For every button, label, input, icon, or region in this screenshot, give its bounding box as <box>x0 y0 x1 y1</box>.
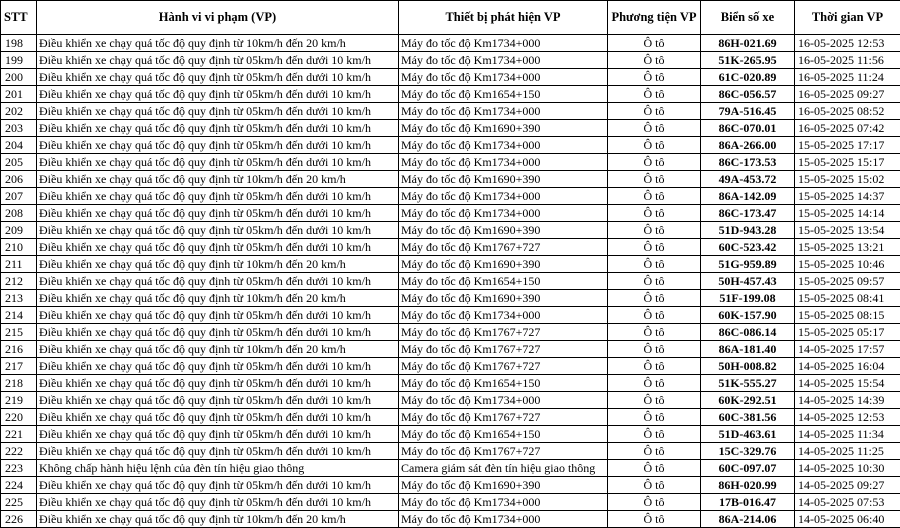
cell-device: Máy đo tốc độ Km1734+000 <box>399 494 608 511</box>
cell-time: 16-05-2025 12:53 <box>795 35 900 52</box>
cell-vehicle: Ô tô <box>608 35 701 52</box>
cell-stt: 211 <box>1 256 37 273</box>
cell-time: 14-05-2025 11:25 <box>795 443 900 460</box>
cell-time: 14-05-2025 16:04 <box>795 358 900 375</box>
cell-stt: 222 <box>1 443 37 460</box>
cell-vehicle: Ô tô <box>608 137 701 154</box>
cell-device: Máy đo tốc độ Km1690+390 <box>399 290 608 307</box>
cell-time: 15-05-2025 15:02 <box>795 171 900 188</box>
table-row <box>1 494 900 511</box>
cell-time: 16-05-2025 08:52 <box>795 103 900 120</box>
cell-time: 15-05-2025 13:21 <box>795 239 900 256</box>
cell-device: Máy đo tốc độ Km1654+150 <box>399 86 608 103</box>
cell-device: Máy đo tốc độ Km1690+390 <box>399 222 608 239</box>
cell-plate: 51G-959.89 <box>701 256 795 273</box>
table-row <box>1 375 900 392</box>
cell-plate: 86C-173.53 <box>701 154 795 171</box>
cell-vehicle: Ô tô <box>608 205 701 222</box>
table-row <box>1 120 900 137</box>
cell-vehicle: Ô tô <box>608 222 701 239</box>
cell-plate: 50H-457.43 <box>701 273 795 290</box>
cell-stt: 217 <box>1 358 37 375</box>
cell-device: Máy đo tốc độ Km1734+000 <box>399 307 608 324</box>
cell-stt: 218 <box>1 375 37 392</box>
cell-stt: 206 <box>1 171 37 188</box>
cell-plate: 86C-056.57 <box>701 86 795 103</box>
cell-violation: Điều khiển xe chạy quá tốc độ quy định từ 05km/h đến dưới 10 km/h <box>37 52 399 69</box>
cell-time: 14-05-2025 10:30 <box>795 460 900 477</box>
cell-vehicle: Ô tô <box>608 477 701 494</box>
cell-violation: Điều khiển xe chạy quá tốc độ quy định từ 05km/h đến dưới 10 km/h <box>37 154 399 171</box>
cell-vehicle: Ô tô <box>608 358 701 375</box>
cell-time: 14-05-2025 06:40 <box>795 511 900 528</box>
cell-violation: Điều khiển xe chạy quá tốc độ quy định từ 10km/h đến 20 km/h <box>37 290 399 307</box>
cell-stt: 198 <box>1 35 37 52</box>
table-row <box>1 409 900 426</box>
cell-plate: 51K-555.27 <box>701 375 795 392</box>
cell-device: Máy đo tốc độ Km1690+390 <box>399 171 608 188</box>
cell-vehicle: Ô tô <box>608 341 701 358</box>
table-row <box>1 477 900 494</box>
cell-vehicle: Ô tô <box>608 290 701 307</box>
table-header-row <box>1 1 900 35</box>
cell-vehicle: Ô tô <box>608 426 701 443</box>
cell-vehicle: Ô tô <box>608 154 701 171</box>
cell-plate: 86A-266.00 <box>701 137 795 154</box>
cell-plate: 86A-181.40 <box>701 341 795 358</box>
cell-vehicle: Ô tô <box>608 52 701 69</box>
cell-violation: Điều khiển xe chạy quá tốc độ quy định từ 05km/h đến dưới 10 km/h <box>37 103 399 120</box>
cell-violation: Điều khiển xe chạy quá tốc độ quy định từ 05km/h đến dưới 10 km/h <box>37 409 399 426</box>
cell-time: 14-05-2025 17:57 <box>795 341 900 358</box>
cell-vehicle: Ô tô <box>608 86 701 103</box>
table-row <box>1 239 900 256</box>
cell-time: 14-05-2025 09:27 <box>795 477 900 494</box>
header-stt: STT <box>1 1 37 35</box>
cell-stt: 225 <box>1 494 37 511</box>
cell-vehicle: Ô tô <box>608 171 701 188</box>
cell-violation: Điều khiển xe chạy quá tốc độ quy định từ 05km/h đến dưới 10 km/h <box>37 273 399 290</box>
cell-time: 14-05-2025 15:54 <box>795 375 900 392</box>
cell-stt: 201 <box>1 86 37 103</box>
table-row <box>1 511 900 528</box>
cell-device: Máy đo tốc độ Km1734+000 <box>399 69 608 86</box>
cell-device: Máy đo tốc độ Km1654+150 <box>399 426 608 443</box>
cell-device: Máy đo tốc độ Km1734+000 <box>399 511 608 528</box>
cell-violation: Điều khiển xe chạy quá tốc độ quy định từ 05km/h đến dưới 10 km/h <box>37 307 399 324</box>
cell-violation: Điều khiển xe chạy quá tốc độ quy định từ 05km/h đến dưới 10 km/h <box>37 392 399 409</box>
cell-plate: 60K-292.51 <box>701 392 795 409</box>
table-row <box>1 205 900 222</box>
cell-time: 15-05-2025 13:54 <box>795 222 900 239</box>
cell-device: Máy đo tốc độ Km1734+000 <box>399 154 608 171</box>
cell-time: 16-05-2025 09:27 <box>795 86 900 103</box>
cell-vehicle: Ô tô <box>608 256 701 273</box>
cell-violation: Điều khiển xe chạy quá tốc độ quy định từ 10km/h đến 20 km/h <box>37 341 399 358</box>
cell-device: Máy đo tốc độ Km1734+000 <box>399 188 608 205</box>
table-row <box>1 307 900 324</box>
cell-time: 14-05-2025 07:53 <box>795 494 900 511</box>
cell-device: Máy đo tốc độ Km1734+000 <box>399 52 608 69</box>
cell-vehicle: Ô tô <box>608 273 701 290</box>
table-row <box>1 222 900 239</box>
cell-stt: 199 <box>1 52 37 69</box>
cell-vehicle: Ô tô <box>608 239 701 256</box>
cell-stt: 212 <box>1 273 37 290</box>
cell-device: Máy đo tốc độ Km1654+150 <box>399 273 608 290</box>
cell-stt: 208 <box>1 205 37 222</box>
cell-violation: Điều khiển xe chạy quá tốc độ quy định từ 05km/h đến dưới 10 km/h <box>37 426 399 443</box>
cell-plate: 51D-463.61 <box>701 426 795 443</box>
cell-device: Máy đo tốc độ Km1734+000 <box>399 103 608 120</box>
cell-plate: 86C-086.14 <box>701 324 795 341</box>
cell-stt: 226 <box>1 511 37 528</box>
cell-vehicle: Ô tô <box>608 103 701 120</box>
cell-violation: Điều khiển xe chạy quá tốc độ quy định từ 05km/h đến dưới 10 km/h <box>37 477 399 494</box>
cell-time: 15-05-2025 14:37 <box>795 188 900 205</box>
cell-violation: Điều khiển xe chạy quá tốc độ quy định từ 05km/h đến dưới 10 km/h <box>37 443 399 460</box>
cell-violation: Điều khiển xe chạy quá tốc độ quy định từ 10km/h đến 20 km/h <box>37 511 399 528</box>
table-row <box>1 188 900 205</box>
cell-vehicle: Ô tô <box>608 511 701 528</box>
cell-time: 14-05-2025 14:39 <box>795 392 900 409</box>
cell-violation: Điều khiển xe chạy quá tốc độ quy định từ 05km/h đến dưới 10 km/h <box>37 69 399 86</box>
cell-device: Máy đo tốc độ Km1767+727 <box>399 341 608 358</box>
cell-device: Máy đo tốc độ Km1767+727 <box>399 324 608 341</box>
table-row <box>1 171 900 188</box>
table-row <box>1 273 900 290</box>
cell-vehicle: Ô tô <box>608 324 701 341</box>
cell-device: Camera giám sát đèn tín hiệu giao thông <box>399 460 608 477</box>
cell-plate: 86A-142.09 <box>701 188 795 205</box>
cell-violation: Điều khiển xe chạy quá tốc độ quy định từ 05km/h đến dưới 10 km/h <box>37 86 399 103</box>
cell-plate: 51D-943.28 <box>701 222 795 239</box>
cell-plate: 51K-265.95 <box>701 52 795 69</box>
table-row <box>1 358 900 375</box>
header-vehicle: Phương tiện VP <box>608 1 701 35</box>
cell-plate: 86C-070.01 <box>701 120 795 137</box>
table-row <box>1 69 900 86</box>
table-row <box>1 341 900 358</box>
cell-stt: 223 <box>1 460 37 477</box>
cell-plate: 60C-381.56 <box>701 409 795 426</box>
cell-device: Máy đo tốc độ Km1767+727 <box>399 409 608 426</box>
cell-device: Máy đo tốc độ Km1767+727 <box>399 239 608 256</box>
cell-vehicle: Ô tô <box>608 443 701 460</box>
cell-plate: 79A-516.45 <box>701 103 795 120</box>
cell-plate: 17B-016.47 <box>701 494 795 511</box>
cell-time: 16-05-2025 07:42 <box>795 120 900 137</box>
cell-violation: Điều khiển xe chạy quá tốc độ quy định từ 10km/h đến 20 km/h <box>37 35 399 52</box>
cell-time: 14-05-2025 12:53 <box>795 409 900 426</box>
table-row <box>1 426 900 443</box>
cell-stt: 216 <box>1 341 37 358</box>
cell-device: Máy đo tốc độ Km1734+000 <box>399 392 608 409</box>
cell-time: 15-05-2025 14:14 <box>795 205 900 222</box>
cell-device: Máy đo tốc độ Km1734+000 <box>399 137 608 154</box>
cell-stt: 219 <box>1 392 37 409</box>
cell-plate: 50H-008.82 <box>701 358 795 375</box>
cell-violation: Điều khiển xe chạy quá tốc độ quy định từ 05km/h đến dưới 10 km/h <box>37 324 399 341</box>
cell-vehicle: Ô tô <box>608 120 701 137</box>
cell-device: Máy đo tốc độ Km1690+390 <box>399 120 608 137</box>
table-row <box>1 86 900 103</box>
table-row <box>1 103 900 120</box>
table-row <box>1 392 900 409</box>
cell-time: 15-05-2025 09:57 <box>795 273 900 290</box>
cell-vehicle: Ô tô <box>608 460 701 477</box>
cell-violation: Điều khiển xe chạy quá tốc độ quy định từ 05km/h đến dưới 10 km/h <box>37 137 399 154</box>
cell-plate: 86H-021.69 <box>701 35 795 52</box>
table-row <box>1 256 900 273</box>
header-time: Thời gian VP <box>795 1 900 35</box>
cell-plate: 15C-329.76 <box>701 443 795 460</box>
table-body <box>1 35 900 528</box>
cell-stt: 204 <box>1 137 37 154</box>
cell-violation: Điều khiển xe chạy quá tốc độ quy định từ 10km/h đến 20 km/h <box>37 256 399 273</box>
cell-device: Máy đo tốc độ Km1690+390 <box>399 256 608 273</box>
cell-stt: 200 <box>1 69 37 86</box>
cell-violation: Điều khiển xe chạy quá tốc độ quy định từ 10km/h đến 20 km/h <box>37 171 399 188</box>
cell-violation: Điều khiển xe chạy quá tốc độ quy định từ 05km/h đến dưới 10 km/h <box>37 222 399 239</box>
cell-vehicle: Ô tô <box>608 494 701 511</box>
cell-plate: 86C-173.47 <box>701 205 795 222</box>
cell-plate: 86A-214.06 <box>701 511 795 528</box>
header-plate: Biển số xe <box>701 1 795 35</box>
cell-time: 15-05-2025 08:41 <box>795 290 900 307</box>
cell-plate: 60C-097.07 <box>701 460 795 477</box>
cell-time: 16-05-2025 11:24 <box>795 69 900 86</box>
cell-vehicle: Ô tô <box>608 69 701 86</box>
cell-device: Máy đo tốc độ Km1767+727 <box>399 443 608 460</box>
cell-violation: Điều khiển xe chạy quá tốc độ quy định từ 05km/h đến dưới 10 km/h <box>37 188 399 205</box>
cell-violation: Điều khiển xe chạy quá tốc độ quy định từ 05km/h đến dưới 10 km/h <box>37 120 399 137</box>
cell-stt: 224 <box>1 477 37 494</box>
cell-violation: Điều khiển xe chạy quá tốc độ quy định từ 05km/h đến dưới 10 km/h <box>37 205 399 222</box>
table-row <box>1 35 900 52</box>
cell-time: 16-05-2025 11:56 <box>795 52 900 69</box>
header-device: Thiết bị phát hiện VP <box>399 1 608 35</box>
cell-violation: Điều khiển xe chạy quá tốc độ quy định từ 05km/h đến dưới 10 km/h <box>37 358 399 375</box>
cell-violation: Điều khiển xe chạy quá tốc độ quy định từ 05km/h đến dưới 10 km/h <box>37 494 399 511</box>
cell-time: 15-05-2025 10:46 <box>795 256 900 273</box>
cell-vehicle: Ô tô <box>608 188 701 205</box>
cell-plate: 51F-199.08 <box>701 290 795 307</box>
table-row <box>1 443 900 460</box>
table-row <box>1 137 900 154</box>
cell-vehicle: Ô tô <box>608 409 701 426</box>
cell-violation: Điều khiển xe chạy quá tốc độ quy định từ 05km/h đến dưới 10 km/h <box>37 375 399 392</box>
cell-violation: Điều khiển xe chạy quá tốc độ quy định từ 05km/h đến dưới 10 km/h <box>37 239 399 256</box>
table-row <box>1 324 900 341</box>
cell-stt: 215 <box>1 324 37 341</box>
cell-time: 15-05-2025 08:15 <box>795 307 900 324</box>
cell-plate: 86H-020.99 <box>701 477 795 494</box>
cell-device: Máy đo tốc độ Km1734+000 <box>399 35 608 52</box>
cell-time: 15-05-2025 15:17 <box>795 154 900 171</box>
cell-device: Máy đo tốc độ Km1654+150 <box>399 375 608 392</box>
cell-stt: 220 <box>1 409 37 426</box>
cell-stt: 213 <box>1 290 37 307</box>
cell-vehicle: Ô tô <box>608 375 701 392</box>
cell-violation: Không chấp hành hiệu lệnh của đèn tín hiệu giao thông <box>37 460 399 477</box>
table-row <box>1 154 900 171</box>
cell-time: 15-05-2025 17:17 <box>795 137 900 154</box>
table-row <box>1 290 900 307</box>
header-violation: Hành vi vi phạm (VP) <box>37 1 399 35</box>
cell-device: Máy đo tốc độ Km1734+000 <box>399 205 608 222</box>
cell-plate: 61C-020.89 <box>701 69 795 86</box>
cell-stt: 209 <box>1 222 37 239</box>
cell-plate: 49A-453.72 <box>701 171 795 188</box>
cell-vehicle: Ô tô <box>608 392 701 409</box>
cell-time: 15-05-2025 05:17 <box>795 324 900 341</box>
cell-vehicle: Ô tô <box>608 307 701 324</box>
cell-stt: 210 <box>1 239 37 256</box>
cell-stt: 221 <box>1 426 37 443</box>
cell-time: 14-05-2025 11:34 <box>795 426 900 443</box>
cell-plate: 60K-157.90 <box>701 307 795 324</box>
cell-stt: 205 <box>1 154 37 171</box>
cell-stt: 214 <box>1 307 37 324</box>
cell-device: Máy đo tốc độ Km1690+390 <box>399 477 608 494</box>
table-row <box>1 460 900 477</box>
cell-device: Máy đo tốc độ Km1767+727 <box>399 358 608 375</box>
cell-plate: 60C-523.42 <box>701 239 795 256</box>
cell-stt: 207 <box>1 188 37 205</box>
table-row <box>1 52 900 69</box>
cell-stt: 202 <box>1 103 37 120</box>
cell-stt: 203 <box>1 120 37 137</box>
